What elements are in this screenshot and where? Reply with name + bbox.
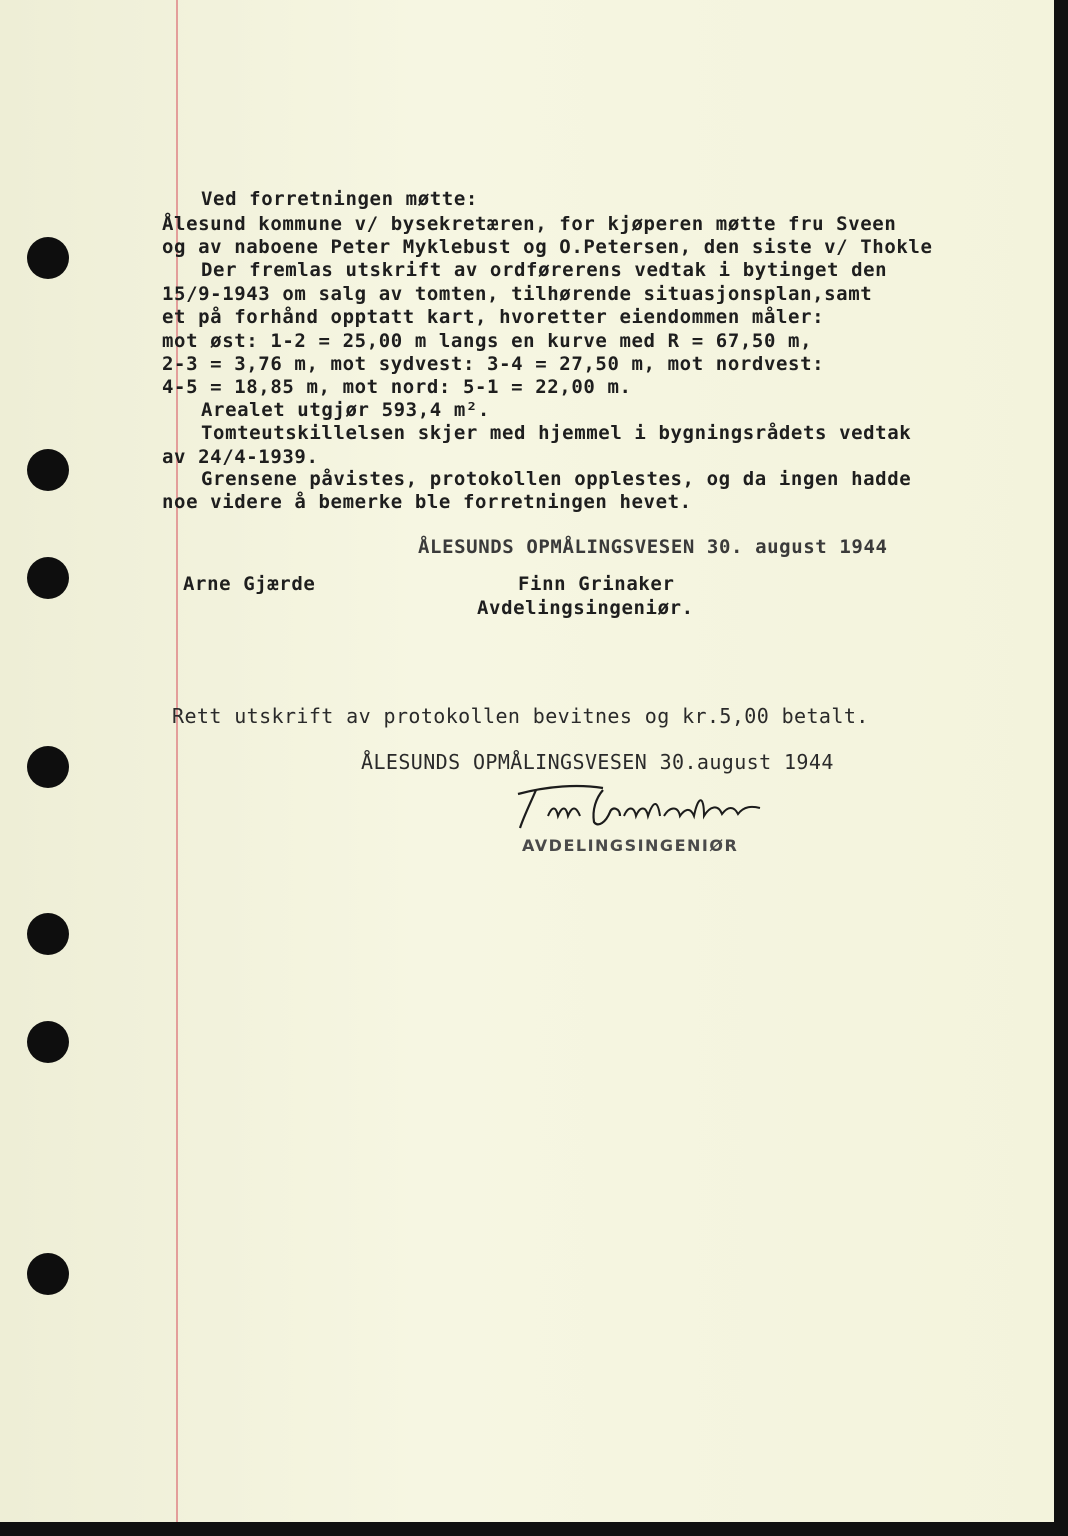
protocol-line: Ved forretningen møtte: [201,188,478,210]
punch-hole [27,237,69,279]
protocol-line: 4-5 = 18,85 m, mot nord: 5-1 = 22,00 m. [162,376,632,398]
protocol-line: Der fremlas utskrift av ordførerens vedtak i bytinget den [201,259,888,281]
protocol-line: et på forhånd opptatt kart, hvoretter eiendommen måler: [162,306,825,328]
signer-left: Arne Gjærde [183,573,316,595]
punch-hole [27,557,69,599]
certification-text: Rett utskrift av protokollen bevitnes og kr.5,00 betalt. [172,704,869,728]
punch-hole [27,1253,69,1295]
protocol-line: Ålesund kommune v/ bysekretæren, for kjøperen møtte fru Sveen [162,213,897,235]
signer-right-name: Finn Grinaker [518,573,675,595]
protocol-line: Grensene påvistes, protokollen opplestes, og da ingen hadde [201,468,912,490]
punch-hole [27,1021,69,1063]
scan-border [0,1522,1068,1536]
stamp-title: AVDELINGSINGENIØR [522,836,739,855]
punch-hole [27,913,69,955]
protocol-line: 2-3 = 3,76 m, mot sydvest: 3-4 = 27,50 m, mot nordvest: [162,353,825,375]
scan-border [1054,0,1068,1536]
protocol-line: noe videre å bemerke ble forretningen hevet. [162,491,692,513]
punch-hole [27,449,69,491]
certification-office-date: ÅLESUNDS OPMÅLINGSVESEN 30.august 1944 [361,750,834,774]
protocol-line: Arealet utgjør 593,4 m². [201,399,490,421]
protocol-line: 15/9-1943 om salg av tomten, tilhørende situasjonsplan,samt [162,283,873,305]
protocol-line: av 24/4-1939. [162,446,319,468]
signer-right-title: Avdelingsingeniør. [477,597,694,619]
punch-hole [27,746,69,788]
office-date-line: ÅLESUNDS OPMÅLINGSVESEN 30. august 1944 [418,536,888,558]
protocol-line: mot øst: 1-2 = 25,00 m langs en kurve med R = 67,50 m, [162,330,813,352]
protocol-line: og av naboene Peter Myklebust og O.Petersen, den siste v/ Thokle [162,236,933,258]
protocol-line: Tomteutskillelsen skjer med hjemmel i bygningsrådets vedtak [201,422,912,444]
handwritten-signature [508,776,778,836]
